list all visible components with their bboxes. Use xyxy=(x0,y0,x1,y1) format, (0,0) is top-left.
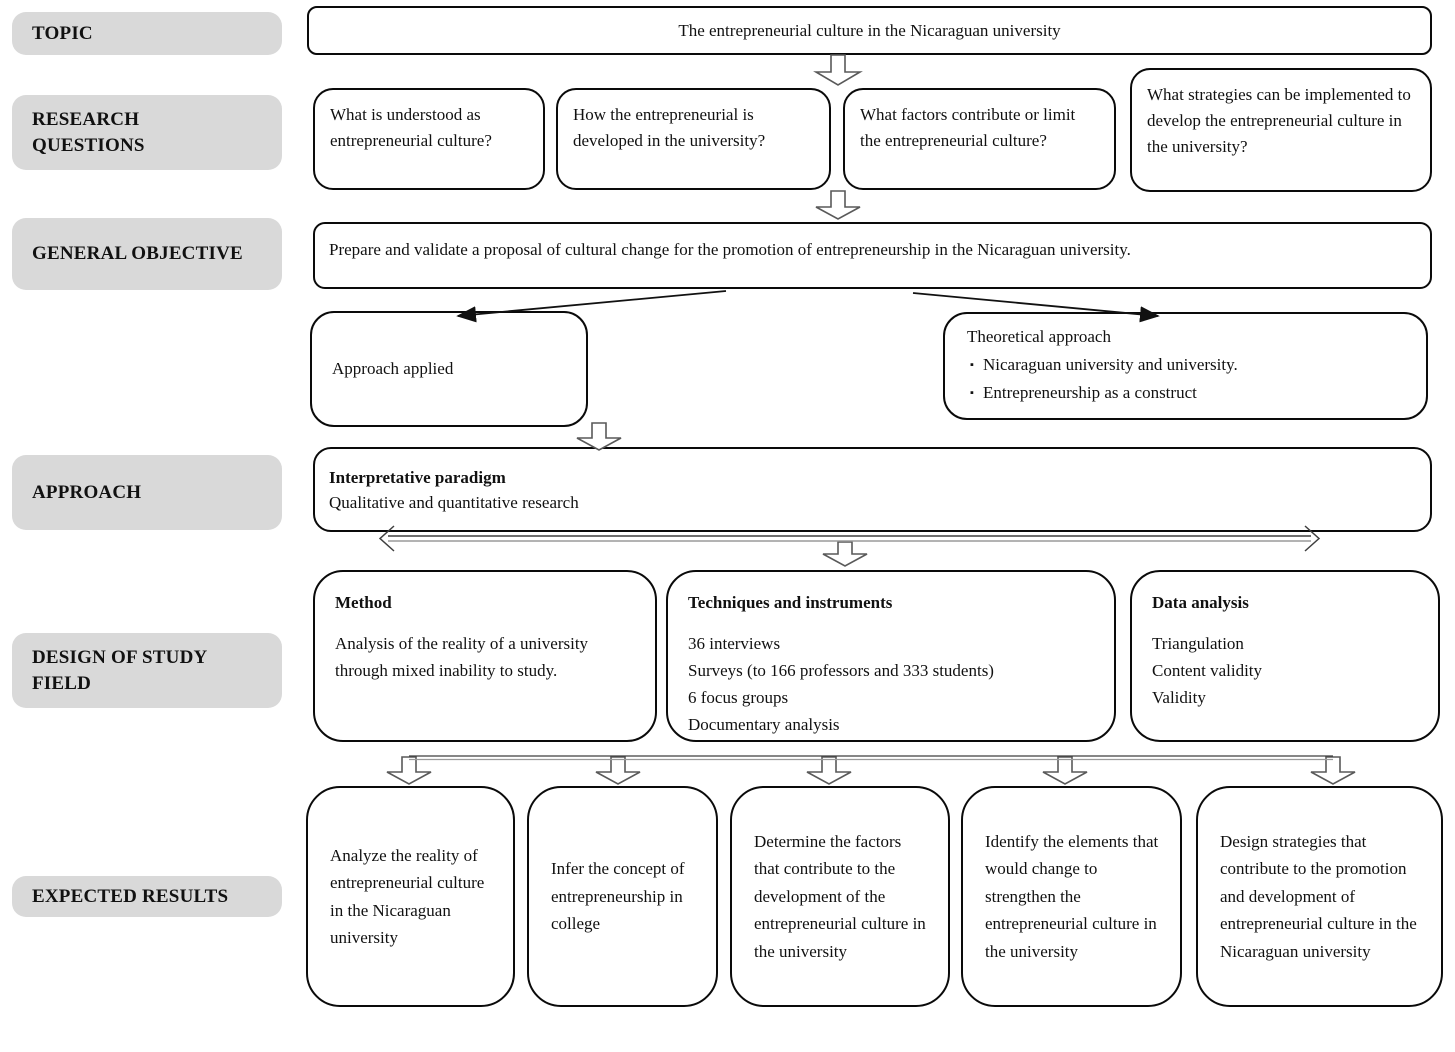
method-title: Method xyxy=(335,593,392,612)
approach-box xyxy=(313,447,1432,532)
approach-title: Interpretative paradigm xyxy=(329,468,506,487)
techniques-line-4: Documentary analysis xyxy=(688,715,840,734)
results-connector-line xyxy=(409,756,1333,760)
data-analysis-line-1: Triangulation xyxy=(1152,634,1244,653)
research-question-box-3 xyxy=(843,88,1116,190)
research-question-box-4 xyxy=(1130,68,1432,192)
general-objective-box xyxy=(313,222,1432,289)
row-label-design xyxy=(12,633,282,708)
techniques-line-3: 6 focus groups xyxy=(688,688,789,707)
expected-result-box-3 xyxy=(730,786,950,1007)
theoretical-approach-bullet-2-text: Entrepreneurship as a construct xyxy=(983,383,1197,402)
techniques-title: Techniques and instruments xyxy=(688,593,893,612)
research-question-1-text: What is understood as entrepreneurial culture? xyxy=(330,105,492,150)
down-arrow-icon xyxy=(807,757,851,784)
research-question-box-2 xyxy=(556,88,831,190)
row-label-design-text: DESIGN OF STUDY FIELD xyxy=(32,647,207,694)
research-question-box-1 xyxy=(313,88,545,190)
techniques-line-2: Surveys (to 166 professors and 333 students) xyxy=(688,661,994,680)
row-label-topic-text: TOPIC xyxy=(32,22,93,44)
techniques-box xyxy=(666,570,1116,742)
expected-result-3-text: Determine the factors that contribute to the development of the entrepreneurial culture in the university xyxy=(754,831,926,961)
down-arrow-icon xyxy=(816,55,860,85)
down-arrow-icon xyxy=(1043,757,1087,784)
down-arrow-icon xyxy=(387,757,431,784)
expected-result-box-4 xyxy=(961,786,1182,1007)
research-question-2-text: How the entrepreneurial is developed in the university? xyxy=(573,105,766,150)
theoretical-approach-bullet-1 xyxy=(961,351,1410,379)
row-label-general-objective-text: GENERAL OBJECTIVE xyxy=(32,243,243,265)
expected-result-4-text: Identify the elements that would change to strengthen the entrepreneurial culture in the university xyxy=(985,831,1159,961)
square-bullet-icon: ▪ xyxy=(970,387,974,399)
theoretical-approach-box xyxy=(943,312,1428,420)
data-analysis-box xyxy=(1130,570,1440,742)
approach-applied-box xyxy=(310,311,588,427)
square-bullet-icon: ▪ xyxy=(970,359,974,371)
row-label-topic xyxy=(12,12,282,55)
down-arrow-icon xyxy=(596,757,640,784)
method-text: Analysis of the reality of a university through mixed inability to study. xyxy=(335,634,589,680)
down-arrow-icon xyxy=(816,191,860,219)
topic-text: The entrepreneurial culture in the Nicaraguan university xyxy=(678,20,1061,40)
theoretical-approach-title: Theoretical approach xyxy=(967,327,1111,346)
expected-result-2-text: Infer the concept of entrepreneurship in college xyxy=(551,859,685,934)
method-box xyxy=(313,570,657,742)
general-objective-text: Prepare and validate a proposal of cultural change for the promotion of entrepreneurship in the Nicaraguan university. xyxy=(329,240,1131,259)
row-label-approach-text: APPROACH xyxy=(32,481,142,503)
research-question-3-text: What factors contribute or limit the entrepreneurial culture? xyxy=(860,105,1076,150)
theoretical-approach-bullet-2 xyxy=(961,379,1410,407)
row-label-expected-results xyxy=(12,876,282,917)
techniques-line-1: 36 interviews xyxy=(688,634,781,653)
row-label-expected-results-text: EXPECTED RESULTS xyxy=(32,885,229,907)
approach-subtitle: Qualitative and quantitative research xyxy=(329,493,579,512)
research-question-4-text: What strategies can be implemented to develop the entrepreneurial culture in the university? xyxy=(1147,85,1411,156)
row-label-research-questions xyxy=(12,95,282,170)
data-analysis-line-3: Validity xyxy=(1152,688,1206,707)
down-arrow-icon xyxy=(1311,757,1355,784)
expected-result-box-1 xyxy=(306,786,515,1007)
down-arrow-icon xyxy=(577,423,621,450)
data-analysis-title: Data analysis xyxy=(1152,593,1249,612)
expected-result-box-5 xyxy=(1196,786,1443,1007)
expected-result-1-text: Analyze the reality of entrepreneurial culture in the Nicaraguan university xyxy=(330,845,485,947)
theoretical-approach-bullet-1-text: Nicaraguan university and university. xyxy=(983,355,1238,374)
row-label-approach xyxy=(12,455,282,530)
row-label-research-questions-text: RESEARCH QUESTIONS xyxy=(32,109,145,156)
data-analysis-line-2: Content validity xyxy=(1152,661,1263,680)
row-label-general-objective xyxy=(12,218,282,290)
approach-applied-text: Approach applied xyxy=(332,359,454,378)
expected-result-5-text: Design strategies that contribute to the promotion and development of entrepreneurial culture in the Nicaraguan university xyxy=(1220,831,1417,961)
expected-result-box-2 xyxy=(527,786,718,1007)
down-arrow-icon xyxy=(823,542,867,566)
topic-box xyxy=(307,6,1432,55)
